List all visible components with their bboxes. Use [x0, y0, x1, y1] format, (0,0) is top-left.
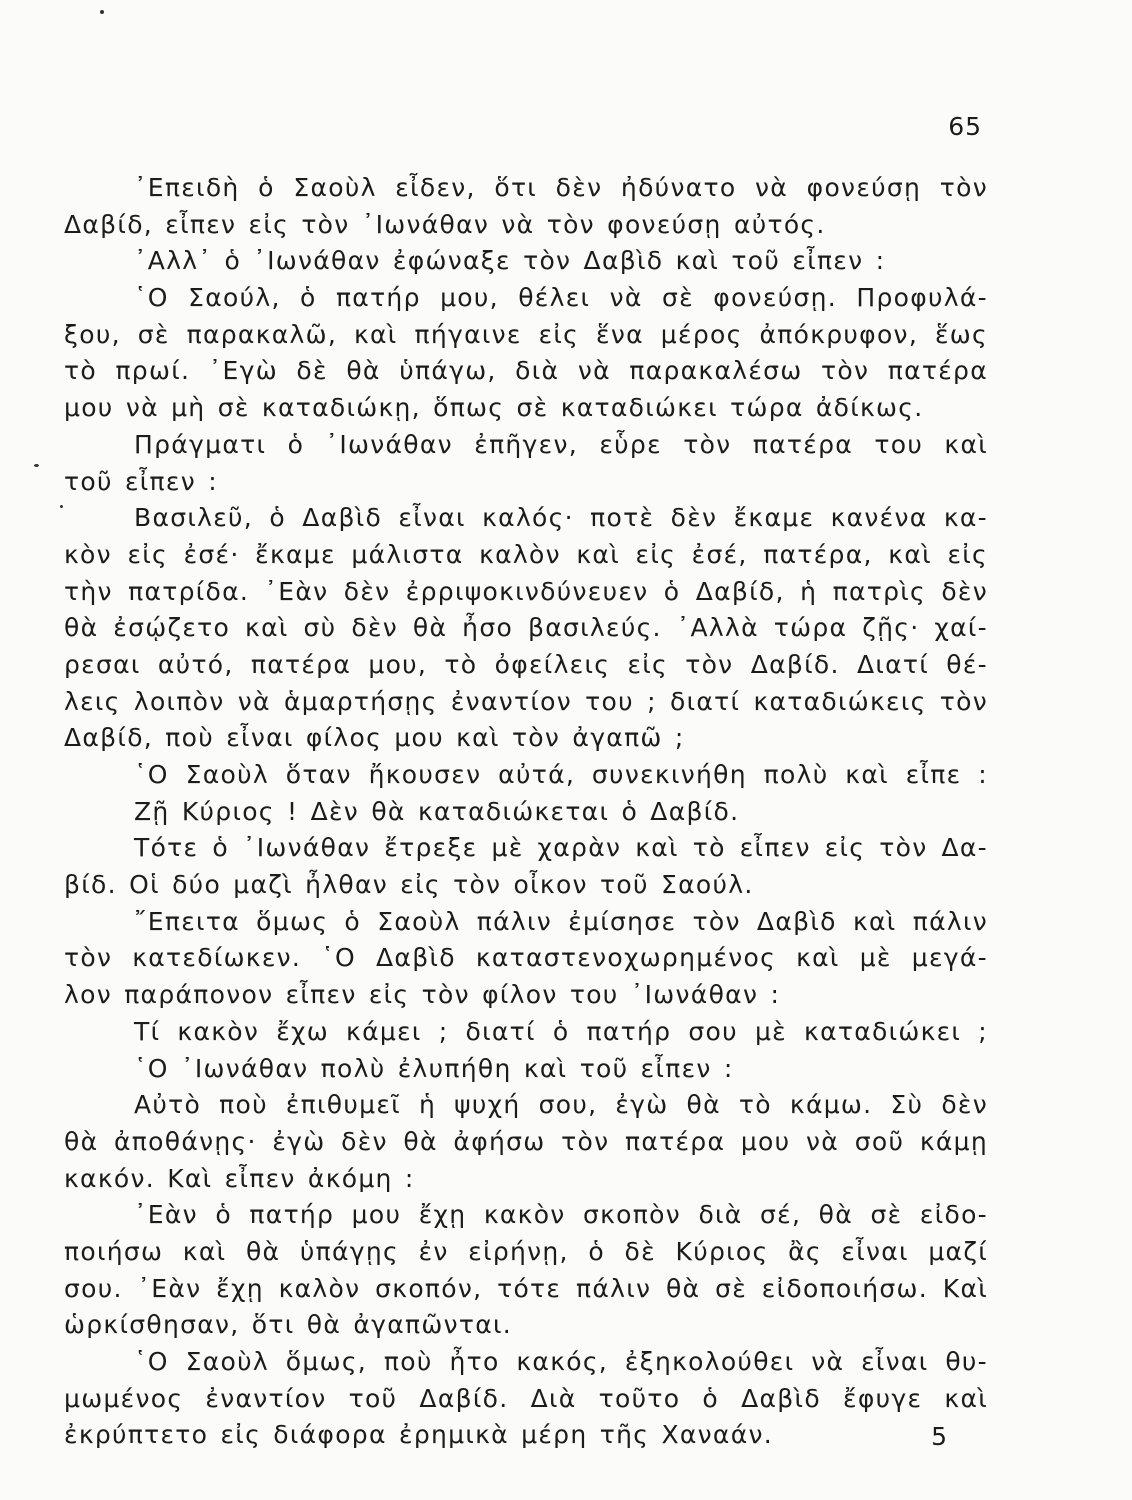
text-line: Δαβίδ, εἶπεν εἰς τὸν ᾿Ιωνάθαν νὰ τὸν φονεύσῃ αὐτός.	[64, 209, 826, 239]
text-line: ξου, σὲ παρακαλῶ, καὶ πήγαινε εἰς ἕνα μέρος ἀπόκρυφον, ἕως	[64, 319, 988, 349]
text-line: Βασιλεῦ, ὁ Δαβὶδ εἶναι καλός· ποτὲ δὲν ἔκαμε κανένα κα-	[134, 503, 988, 533]
text-line: ᾿Αλλ᾿ ὁ ᾿Ιωνάθαν ἐφώναξε τὸν Δαβὶδ καὶ τοῦ εἶπεν :	[134, 246, 886, 276]
text-line: σου. ᾿Εὰν ἔχῃ καλὸν σκοπόν, τότε πάλιν θὰ σὲ εἰδοποιήσω. Καὶ	[64, 1273, 988, 1303]
text-line: τὸν κατεδίωκεν. ῾Ο Δαβὶδ καταστενοχωρημένος καὶ μὲ μεγά-	[64, 943, 988, 973]
text-line: θὰ ἐσῴζετο καὶ σὺ δὲν θὰ ἦσο βασιλεύς. ᾿Αλλὰ τώρα ζῇς· χαί-	[64, 613, 988, 643]
text-line: Τότε ὁ ᾿Ιωνάθαν ἔτρεξε μὲ χαρὰν καὶ τὸ εἶπεν εἰς τὸν Δα-	[134, 833, 988, 863]
text-line: ρεσαι αὐτό, πατέρα μου, τὸ ὀφείλεις εἰς τὸν Δαβίδ. Διατί θέ-	[64, 649, 988, 679]
text-line: ῾Ο Σαούλ, ὁ πατήρ μου, θέλει νὰ σὲ φονεύσῃ. Προφυλά-	[134, 283, 988, 313]
text-line: ᾿Επειδὴ ὁ Σαοὺλ εἶδεν, ὅτι δὲν ἠδύνατο νὰ φονεύσῃ τὸν	[134, 173, 988, 202]
text-line: λεις λοιπὸν νὰ ἁμαρτήσῃς ἐναντίον του ; διατί καταδιώκεις τὸν	[64, 686, 988, 716]
text-line: κὸν εἰς ἐσέ· ἔκαμε μάλιστα καλὸν καὶ εἰς ἐσέ, πατέρα, καὶ εἰς	[64, 539, 988, 569]
text-line: βίδ. Οἱ δύο μαζὶ ἦλθαν εἰς τὸν οἶκον τοῦ Σαούλ.	[64, 870, 754, 900]
body-text	[64, 170, 988, 1454]
page-number: 65	[948, 112, 982, 141]
text-line: κακόν. Καὶ εἶπεν ἀκόμη :	[64, 1163, 415, 1193]
text-line: Τί κακὸν ἔχω κάμει ; διατί ὁ πατήρ σου μὲ καταδιώκει ;	[134, 1016, 988, 1046]
text-line: τὸ πρωί. ᾿Εγὼ δὲ θὰ ὑπάγω, διὰ νὰ παρακαλέσω τὸν πατέρα	[64, 356, 988, 386]
text-line: ὡρκίσθησαν, ὅτι θὰ ἀγαπῶνται.	[64, 1310, 512, 1340]
text-line: ἐκρύπτετο εἰς διάφορα ἐρημικὰ μέρη τῆς Χαναάν.	[64, 1420, 773, 1450]
text-line: Ζῇ Κύριος ! Δὲν θὰ καταδιώκεται ὁ Δαβίδ.	[134, 796, 740, 826]
text-line: μου νὰ μὴ σὲ καταδιώκῃ, ὅπως σὲ καταδιώκει τώρα ἀδίκως.	[64, 393, 924, 423]
text-line: ῾Ο ᾿Ιωνάθαν πολὺ ἐλυπήθη καὶ τοῦ εἶπεν :	[134, 1053, 734, 1083]
printer-signature-mark: 5	[931, 1422, 947, 1451]
text-line: Πράγματι ὁ ᾿Ιωνάθαν ἐπῆγεν, εὗρε τὸν πατέρα του καὶ	[134, 429, 988, 459]
text-line: ᾿Εὰν ὁ πατήρ μου ἔχῃ κακὸν σκοπὸν διὰ σέ, θὰ σὲ εἰδο-	[134, 1200, 988, 1230]
text-line: τοῦ εἶπεν :	[64, 466, 218, 496]
text-line: ῎Επειτα ὅμως ὁ Σαοὺλ πάλιν ἐμίσησε τὸν Δαβὶδ καὶ πάλιν	[134, 906, 988, 936]
text-line: θὰ ἀποθάνῃς· ἐγὼ δὲν θὰ ἀφήσω τὸν πατέρα μου νὰ σοῦ κάμῃ	[64, 1126, 988, 1156]
ink-speck	[100, 10, 104, 14]
text-line: τὴν πατρίδα. ᾿Εὰν δὲν ἐρριψοκινδύνευεν ὁ Δαβίδ, ἡ πατρὶς δὲν	[64, 576, 988, 606]
text-line: μωμένος ἐναντίον τοῦ Δαβίδ. Διὰ τοῦτο ὁ Δαβὶδ ἔφυγε καὶ	[64, 1383, 988, 1413]
text-line: Δαβίδ, ποὺ εἶναι φίλος μου καὶ τὸν ἀγαπῶ ;	[64, 723, 685, 753]
text-line: Αὐτὸ ποὺ ἐπιθυμεῖ ἡ ψυχή σου, ἐγὼ θὰ τὸ κάμω. Σὺ δὲν	[134, 1090, 988, 1120]
ink-speck	[34, 464, 39, 467]
text-line: λον παράπονον εἶπεν εἰς τὸν φίλον του ᾿Ιωνάθαν :	[64, 980, 781, 1010]
text-line: ποιήσω καὶ θὰ ὑπάγῃς ἐν εἰρήνῃ, ὁ δὲ Κύριος ἂς εἶναι μαζί	[64, 1236, 988, 1266]
text-line: ῾Ο Σαοὺλ ὅταν ἤκουσεν αὐτά, συνεκινήθη πολὺ καὶ εἶπε :	[134, 760, 988, 789]
text-line: ῾Ο Σαοὺλ ὅμως, ποὺ ἦτο κακός, ἐξηκολούθει νὰ εἶναι θυ-	[134, 1347, 988, 1376]
ink-speck	[60, 505, 63, 508]
